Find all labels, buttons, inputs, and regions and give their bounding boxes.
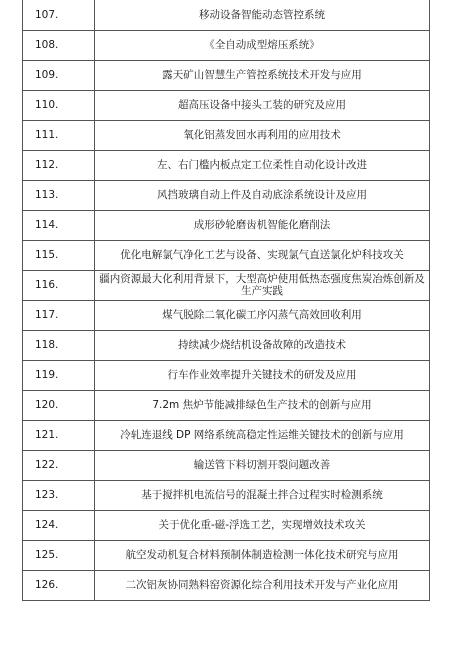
row-number: 117. bbox=[23, 300, 95, 330]
row-number: 121. bbox=[23, 420, 95, 450]
project-title: 关于优化重-磁-浮选工艺，实现增效技术攻关 bbox=[95, 510, 430, 540]
project-list-table bbox=[22, 0, 430, 601]
row-number: 112. bbox=[23, 150, 95, 180]
project-title: 移动设备智能动态管控系统 bbox=[95, 0, 430, 30]
table-row bbox=[23, 120, 430, 150]
project-title: 持续减少烧结机设备故障的改造技术 bbox=[95, 330, 430, 360]
row-number: 111. bbox=[23, 120, 95, 150]
project-title: 基于搅拌机电流信号的混凝土拌合过程实时检测系统 bbox=[95, 480, 430, 510]
project-title: 成形砂轮磨齿机智能化磨削法 bbox=[95, 210, 430, 240]
row-number: 120. bbox=[23, 390, 95, 420]
project-title: 7.2m 焦炉节能减排绿色生产技术的创新与应用 bbox=[95, 390, 430, 420]
project-title: 左、右门槛内板点定工位柔性自动化设计改进 bbox=[95, 150, 430, 180]
table-row bbox=[23, 300, 430, 330]
row-number: 113. bbox=[23, 180, 95, 210]
table-row bbox=[23, 540, 430, 570]
project-title: 行车作业效率提升关键技术的研发及应用 bbox=[95, 360, 430, 390]
row-number: 122. bbox=[23, 450, 95, 480]
table-row bbox=[23, 240, 430, 270]
table-row bbox=[23, 450, 430, 480]
project-title: 风挡玻璃自动上件及自动底涂系统设计及应用 bbox=[95, 180, 430, 210]
table-row bbox=[23, 360, 430, 390]
project-title: 《全自动成型熔压系统》 bbox=[95, 30, 430, 60]
table-row bbox=[23, 510, 430, 540]
project-title: 二次铝灰协同熟料窑资源化综合利用技术开发与产业化应用 bbox=[95, 570, 430, 600]
table-row bbox=[23, 330, 430, 360]
table-row bbox=[23, 30, 430, 60]
table-row bbox=[23, 420, 430, 450]
project-title: 氧化铝蒸发回水再利用的应用技术 bbox=[95, 120, 430, 150]
row-number: 125. bbox=[23, 540, 95, 570]
project-list-body bbox=[23, 0, 430, 600]
row-number: 115. bbox=[23, 240, 95, 270]
project-title: 超高压设备中接头工装的研究及应用 bbox=[95, 90, 430, 120]
project-title: 航空发动机复合材料预制体制造检测一体化技术研究与应用 bbox=[95, 540, 430, 570]
project-title: 冷轧连退线 DP 网络系统高稳定性运维关键技术的创新与应用 bbox=[95, 420, 430, 450]
row-number: 118. bbox=[23, 330, 95, 360]
row-number: 119. bbox=[23, 360, 95, 390]
row-number: 126. bbox=[23, 570, 95, 600]
table-row bbox=[23, 90, 430, 120]
row-number: 110. bbox=[23, 90, 95, 120]
project-title: 煤气脱除二氧化碳工序闪蒸气高效回收利用 bbox=[95, 300, 430, 330]
row-number: 123. bbox=[23, 480, 95, 510]
table-row bbox=[23, 150, 430, 180]
table-row bbox=[23, 270, 430, 300]
project-list-table-wrapper bbox=[22, 0, 430, 601]
table-row bbox=[23, 180, 430, 210]
project-title: 输送管下料切割开裂问题改善 bbox=[95, 450, 430, 480]
row-number: 108. bbox=[23, 30, 95, 60]
table-row bbox=[23, 480, 430, 510]
row-number: 114. bbox=[23, 210, 95, 240]
table-row bbox=[23, 210, 430, 240]
project-title: 疆内资源最大化利用背景下，大型高炉使用低热态强度焦炭冶炼创新及生产实践 bbox=[95, 270, 430, 300]
table-row bbox=[23, 0, 430, 30]
project-title: 优化电解氯气净化工艺与设备、实现氯气直送氯化炉科技攻关 bbox=[95, 240, 430, 270]
row-number: 116. bbox=[23, 270, 95, 300]
table-row bbox=[23, 60, 430, 90]
row-number: 124. bbox=[23, 510, 95, 540]
row-number: 109. bbox=[23, 60, 95, 90]
row-number: 107. bbox=[23, 0, 95, 30]
table-row bbox=[23, 570, 430, 600]
project-title: 露天矿山智慧生产管控系统技术开发与应用 bbox=[95, 60, 430, 90]
table-row bbox=[23, 390, 430, 420]
